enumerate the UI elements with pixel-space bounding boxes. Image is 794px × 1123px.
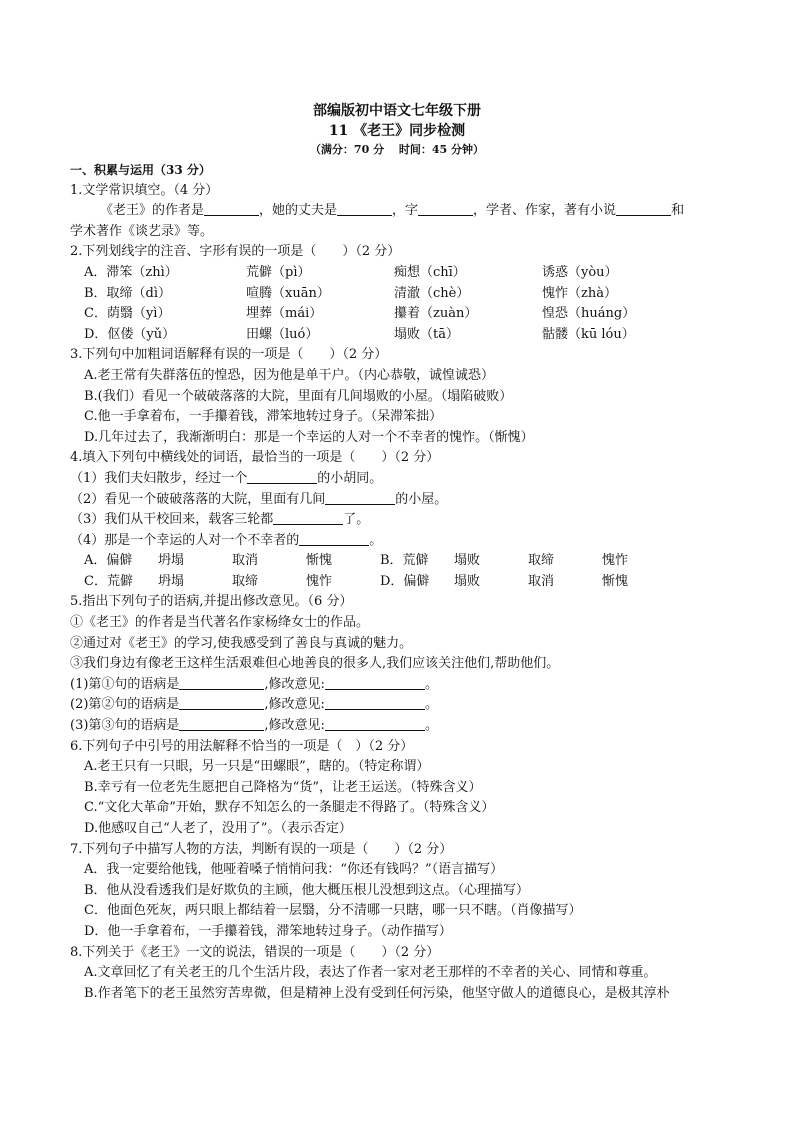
question-2-option-row: B．取缔（dì） 喧腾（xuān） 清澈（chè） 愧怍（zhà）	[84, 285, 617, 301]
answer-blank[interactable]	[325, 695, 425, 710]
question-2-option-row: C．荫翳（yì） 埋葬（mái） 攥着（zuàn） 惶恐（huáng）	[84, 306, 636, 322]
answer-blank[interactable]	[325, 490, 395, 505]
answer-blank[interactable]	[616, 201, 671, 216]
question-1-stem: 1.文学常识填空。（4 分）	[70, 182, 219, 198]
question-4-option-row: A．偏僻 坍塌 取消 惭愧 B．荒僻 塌败 取缔 愧怍	[84, 553, 629, 569]
question-3-option-c: C.他一手拿着布，一手攥着钱，滞笨地转过身子。（呆滞笨拙）	[84, 409, 443, 425]
question-8-option-b: B.作者笔下的老王虽然穷苦卑微，但是精神上没有受到任何污染，他坚守做人的道德良心，是极其淳朴	[84, 985, 670, 1001]
question-5-answer-2: (2)第②句的语病是 ,修改意见: 。	[70, 697, 438, 713]
question-2-option-row: A．滞笨（zhì） 荒僻（pì） 痴想（chī） 诱惑（yòu）	[84, 264, 618, 280]
answer-blank[interactable]	[204, 201, 259, 216]
question-7-option-a: A．我一定要给他钱，他哑着嗓子悄悄问我：“你还有钱吗？”（语言描写）	[84, 862, 504, 878]
answer-blank[interactable]	[337, 201, 392, 216]
answer-blank[interactable]	[325, 675, 425, 690]
question-4-sentence-4: （4）那是一个幸运的人对一个不幸者的 。	[70, 532, 383, 548]
question-4-sentence-1: （1）我们夫妇散步，经过一个 的小胡同。	[70, 470, 383, 486]
question-8-option-a: A.文章回忆了有关老王的几个生活片段，表达了作者一家对老王那样的不幸者的关心、同情和尊重。	[84, 965, 657, 981]
question-3-option-b: B.(我们）看见一个破破落落的大院，里面有几间塌败的小屋。（塌陷破败）	[84, 388, 513, 404]
question-7-stem: 7.下列句子中描写人物的方法，判断有误的一项是（ ）（2 分）	[70, 841, 453, 857]
question-6-stem: 6.下列句子中引号的用法解释不恰当的一项是（ ）（2 分）	[70, 738, 414, 754]
question-6-option-c: C.“文化大革命”开始，默存不知怎么的一条腿走不得路了。（特殊含义）	[84, 800, 495, 816]
answer-blank[interactable]	[247, 469, 317, 484]
answer-blank[interactable]	[325, 716, 425, 731]
question-5-answer-3: (3)第③句的语病是 ,修改意见: 。	[70, 718, 438, 734]
section-heading: 一、积累与运用（33 分）	[70, 163, 211, 177]
question-1-text-cont: 学术著作《谈艺录》等。	[70, 223, 214, 239]
question-3-option-a: A.老王常有失群落伍的惶恐，因为他是单干户。（内心恭敬，诚惶诚恐）	[84, 367, 495, 383]
answer-blank[interactable]	[299, 531, 369, 546]
question-5-stem: 5.指出下列句子的语病,并提出修改意见。（6 分）	[70, 594, 353, 610]
question-2-option-row: D．伛偻（yǔ） 田螺（luó） 塌败（tā） 骷髅（kū lóu）	[84, 326, 635, 342]
question-1-text: 《老王》的作者是 ，她的丈夫是 ，字 ，学者、作家，著有小说 和	[100, 203, 685, 219]
score-time-info: （满分：70 分 时间：45 分钟）	[309, 143, 485, 156]
question-8-stem: 8.下列关于《老王》一文的说法，错误的一项是（ ）（2 分）	[70, 944, 440, 960]
question-4-stem: 4.填入下列句中横线处的词语，最恰当的一项是（ ）（2 分）	[70, 450, 440, 466]
question-4-sentence-2: （2）看见一个破破落落的大院，里面有几间 的小屋。	[70, 491, 448, 507]
question-5-sentence-3: ③我们身边有像老王这样生活艰难但心地善良的很多人,我们应该关注他们,帮助他们。	[70, 656, 560, 672]
answer-blank[interactable]	[418, 201, 473, 216]
question-5-sentence-2: ②通过对《老王》的学习,使我感受到了善良与真诚的魅力。	[70, 635, 413, 651]
answer-blank[interactable]	[273, 510, 343, 525]
question-7-option-d: D．他一手拿着布，一手攥着钱，滞笨地转过身子。（动作描写）	[84, 923, 452, 939]
question-6-option-b: B.幸亏有一位老先生愿把自己降格为“货”，让老王运送。（特殊含义）	[84, 779, 482, 795]
question-4-sentence-3: （3）我们从干校回来，载客三轮都 了。	[70, 512, 370, 528]
page-subtitle: 11 《老王》同步检测	[328, 123, 466, 139]
question-5-answer-1: (1)第①句的语病是 ,修改意见: 。	[70, 676, 438, 692]
answer-blank[interactable]	[179, 675, 264, 690]
question-2-stem: 2.下列划线字的注音、字形有误的一项是（ ）（2 分）	[70, 244, 401, 260]
question-7-option-b: B．他从没看透我们是好欺负的主顾，他大概压根儿没想到这点。（心理描写）	[84, 882, 530, 898]
question-7-option-c: C．他面色死灰，两只眼上都结着一层翳，分不清哪一只瞎，哪一只不瞎。（肖像描写）	[84, 903, 582, 919]
question-6-option-a: A.老王只有一只眼，另一只是“田螺眼”，瞎的。（特定称谓）	[84, 759, 430, 775]
exam-body	[70, 160, 730, 1004]
question-3-option-d: D.几年过去了，我渐渐明白：那是一个幸运的人对一个不幸者的愧怍。（惭愧）	[84, 429, 534, 445]
page-title: 部编版初中语文七年级下册	[313, 103, 481, 119]
question-3-stem: 3.下列句中加粗词语解释有误的一项是（ ）（2 分）	[70, 347, 388, 363]
question-6-option-d: D.他感叹自己“人老了，没用了”。（表示否定）	[84, 821, 352, 836]
question-5-sentence-1: ①《老王》的作者是当代著名作家杨绛女士的作品。	[70, 615, 370, 631]
answer-blank[interactable]	[179, 716, 264, 731]
question-4-option-row: C．荒僻 坍塌 取缔 愧怍 D．偏僻 塌败 取消 惭愧	[84, 573, 629, 589]
answer-blank[interactable]	[179, 695, 264, 710]
